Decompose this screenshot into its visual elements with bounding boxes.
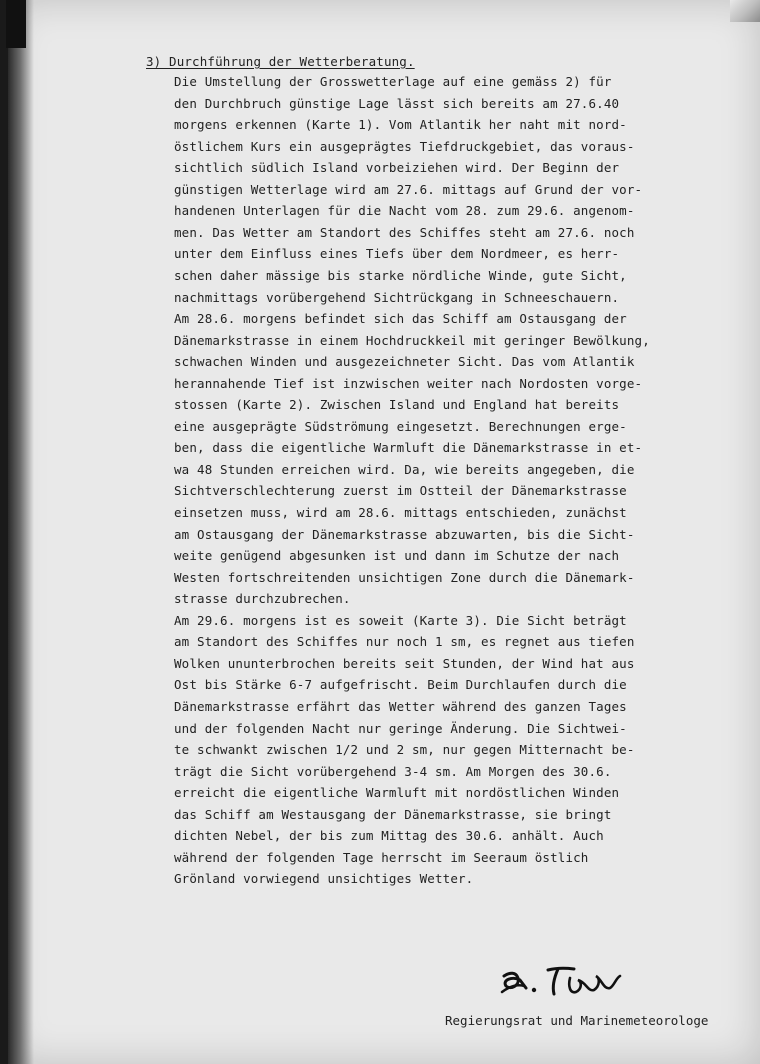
binding-clip <box>6 0 26 48</box>
text-line: weite genügend abgesunken ist und dann im Schutze der nach <box>174 548 620 564</box>
text-line: trägt die Sicht vorübergehend 3-4 sm. Am Morgen des 30.6. <box>174 763 612 779</box>
text-line: erreicht die eigentliche Warmluft mit nordöstlichen Winden <box>174 785 620 801</box>
text-line: Die Umstellung der Grosswetterlage auf eine gemäss 2) für <box>174 74 612 89</box>
text-line: Am 29.6. morgens ist es soweit (Karte 3). Die Sicht beträgt <box>174 612 627 628</box>
text-line: und der folgenden Nacht nur geringe Änderung. Die Sichtwei- <box>174 720 627 736</box>
text-line: Grönland vorwiegend unsichtiges Wetter. <box>174 871 474 887</box>
text-line: Wolken ununterbrochen bereits seit Stunden, der Wind hat aus <box>174 655 635 671</box>
text-line: handenen Unterlagen für die Nacht vom 28. zum 29.6. angenom- <box>174 203 635 219</box>
text-line: Ost bis Stärke 6-7 aufgefrischt. Beim Durchlaufen durch die <box>174 677 627 693</box>
text-line: den Durchbruch günstige Lage lässt sich bereits am 27.6.40 <box>174 95 620 111</box>
text-line: während der folgenden Tage herrscht im Seeraum östlich <box>174 849 589 865</box>
text-line: stossen (Karte 2). Zwischen Island und England hat bereits <box>174 397 620 413</box>
text-line: östlichem Kurs ein ausgeprägtes Tiefdruckgebiet, das voraus- <box>174 138 635 154</box>
text-line: am Standort des Schiffes nur noch 1 sm, es regnet aus tiefen <box>174 634 635 650</box>
section-heading: 3) Durchführung der Wetterberatung. <box>146 54 415 69</box>
text-line: günstigen Wetterlage wird am 27.6. mittags auf Grund der vor- <box>174 181 643 197</box>
text-line: schen daher mässige bis starke nördliche Winde, gute Sicht, <box>174 267 627 283</box>
page-corner-fold <box>730 0 760 22</box>
text-line: dichten Nebel, der bis zum Mittag des 30.6. anhält. Auch <box>174 828 604 844</box>
text-line: einsetzen muss, wird am 28.6. mittags entschieden, zunächst <box>174 505 627 520</box>
signature-dot <box>532 988 536 992</box>
text-line: sichtlich südlich Island vorbeiziehen wird. Der Beginn der <box>174 160 620 176</box>
text-line: Am 28.6. morgens befindet sich das Schiff am Ostausgang der <box>174 311 627 327</box>
text-line: te schwankt zwischen 1/2 und 2 sm, nur gegen Mitternacht be- <box>174 742 635 758</box>
text-line: eine ausgeprägte Südströmung eingesetzt. Berechnungen erge- <box>174 418 627 434</box>
text-line: herannahende Tief ist inzwischen weiter nach Nordosten vorge- <box>174 375 643 391</box>
text-line: Dänemarkstrasse erfährt das Wetter während des ganzen Tages <box>174 698 627 714</box>
handwritten-signature <box>496 956 636 1006</box>
text-line: Westen fortschreitenden unsichtigen Zone durch die Dänemark- <box>174 569 635 585</box>
signatory-title: Regierungsrat und Marinemeteorologe <box>445 1013 709 1028</box>
text-line: wa 48 Stunden erreichen wird. Da, wie bereits angegeben, die <box>174 461 635 477</box>
text-line: das Schiff am Westausgang der Dänemarkstrasse, sie bringt <box>174 806 612 822</box>
text-line: ben, dass die eigentliche Warmluft die Dänemarkstrasse in et- <box>174 440 643 456</box>
signature-stroke <box>569 976 620 992</box>
text-line: nachmittags vorübergehend Sichtrückgang in Schneeschauern. <box>174 289 620 305</box>
text-line: unter dem Einfluss eines Tiefs über dem Nordmeer, es herr- <box>174 246 620 262</box>
text-line: Dänemarkstrasse in einem Hochdruckkeil mit geringer Bewölkung, <box>174 332 650 348</box>
text-line: strasse durchzubrechen. <box>174 591 351 607</box>
text-line: men. Das Wetter am Standort des Schiffes steht am 27.6. noch <box>174 224 635 240</box>
text-line: morgens erkennen (Karte 1). Vom Atlantik her naht mit nord- <box>174 117 627 133</box>
page-edge-shadow <box>8 0 34 1064</box>
text-line: Sichtverschlechterung zuerst im Ostteil der Dänemarkstrasse <box>174 483 627 499</box>
text-line: schwachen Winden und ausgezeichneter Sicht. Das vom Atlantik <box>174 354 635 370</box>
text-line: am Ostausgang der Dänemarkstrasse abzuwarten, bis die Sicht- <box>174 526 635 542</box>
